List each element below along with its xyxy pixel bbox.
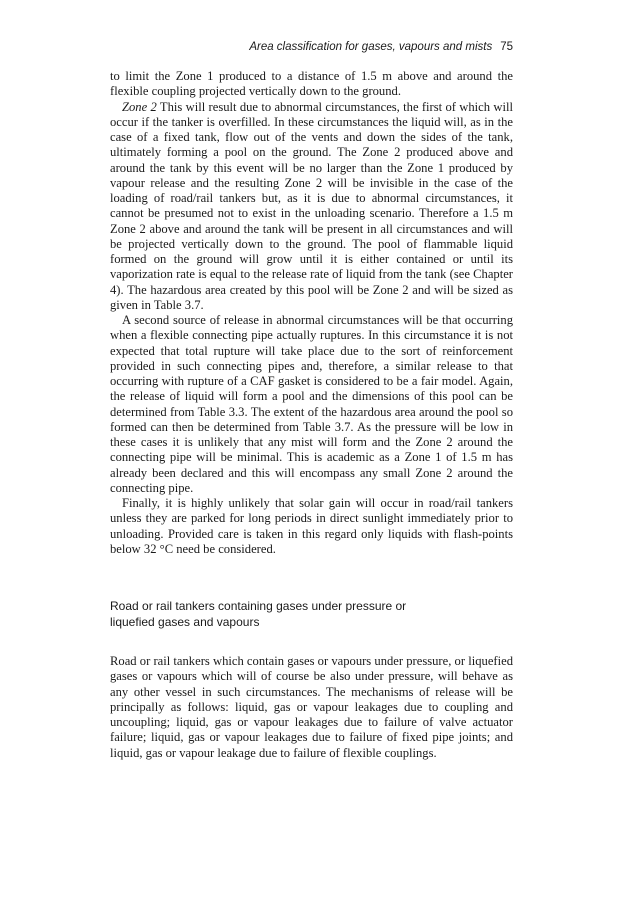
body-text: [110, 69, 513, 761]
zone-2-label: Zone 2: [122, 99, 157, 114]
paragraph-second-source: A second source of release in abnormal circumstances will be that occurring when a flexible connecting pipe actually ruptures. In this circumstance it is not expected that total rupture will take place due to the sort of reinforcement provided in such connecting pipes and, therefore, a similar release to that occurring with rupture of a CAF gasket is considered to be a fair model. Again, the release of liquid will form a pool and the dimensions of this pool can be determined from Table 3.3. The extent of the hazardous area around the pool so formed can then be determined from Table 3.7. As the pressure will be low in these cases it is unlikely that any mist will form and the Zone 2 around the connecting pipe will be minimal. This is academic as a Zone 1 of 1.5 m has already been declared and this will encompass any small Zone 2 around the connecting pipe.: [110, 313, 513, 495]
paragraph-finally: Finally, it is highly unlikely that solar gain will occur in road/rail tankers unless they are parked for long periods in direct sunlight immediately prior to unloading. Provided care is taken in this regard only liquids with flash-points below 32 °C need be considered.: [110, 496, 513, 556]
paragraph-zone-2: [110, 100, 513, 314]
running-header: [110, 41, 513, 57]
zone-2-text: This will result due to abnormal circumstances, the first of which will occur if the tanker is overfilled. In these circumstances the liquid will, as in the case of a fixed tank, flow out of the vents and down the sides of the tank, ultimately forming a pool on the ground. The Zone 2 produced above and around the tank by this event will be no larger than the Zone 1 produced by vapour release and the resulting Zone 2 will be invisible in the case of the loading of road/rail tankers but, as it is due to abnormal circumstances, it cannot be presumed not to exist in the unloading scenario. Therefore a 1.5 m Zone 2 above and around the tank will be present in all circumstances and will be projected vertically down to the ground. The pool of flammable liquid formed on the ground will grow until it is either contained or until its vaporization rate is equal to the release rate of liquid from the tank (see Chapter 4). The hazardous area created by this pool will be Zone 2 and will be sized as given in Table 3.7.: [110, 99, 513, 312]
running-title: Area classification for gases, vapours and mists: [249, 41, 493, 53]
section-heading-line-1: Road or rail tankers containing gases under pressure or: [110, 599, 407, 613]
page-number: 75: [500, 41, 513, 53]
section-paragraph: Road or rail tankers which contain gases or vapours under pressure, or liquefied gases or vapours which will of course be also under pressure, will behave as any other vessel in such circumstances. The mechanisms of release will be principally as follows: liquid, gas or vapour leakages due to coupling and uncoupling; liquid, gas or vapour leakages due to failure of valve actuator failure; liquid, gas or vapour leakages due to failure of fixed pipe joints; and liquid, gas or vapour leakage due to failure of flexible couplings.: [110, 654, 513, 760]
section-heading-line-2: liquefied gases and vapours: [110, 614, 260, 629]
section-heading: [110, 599, 513, 630]
paragraph-continuation: to limit the Zone 1 produced to a distance of 1.5 m above and around the flexible coupling projected vertically down to the ground.: [110, 69, 513, 99]
